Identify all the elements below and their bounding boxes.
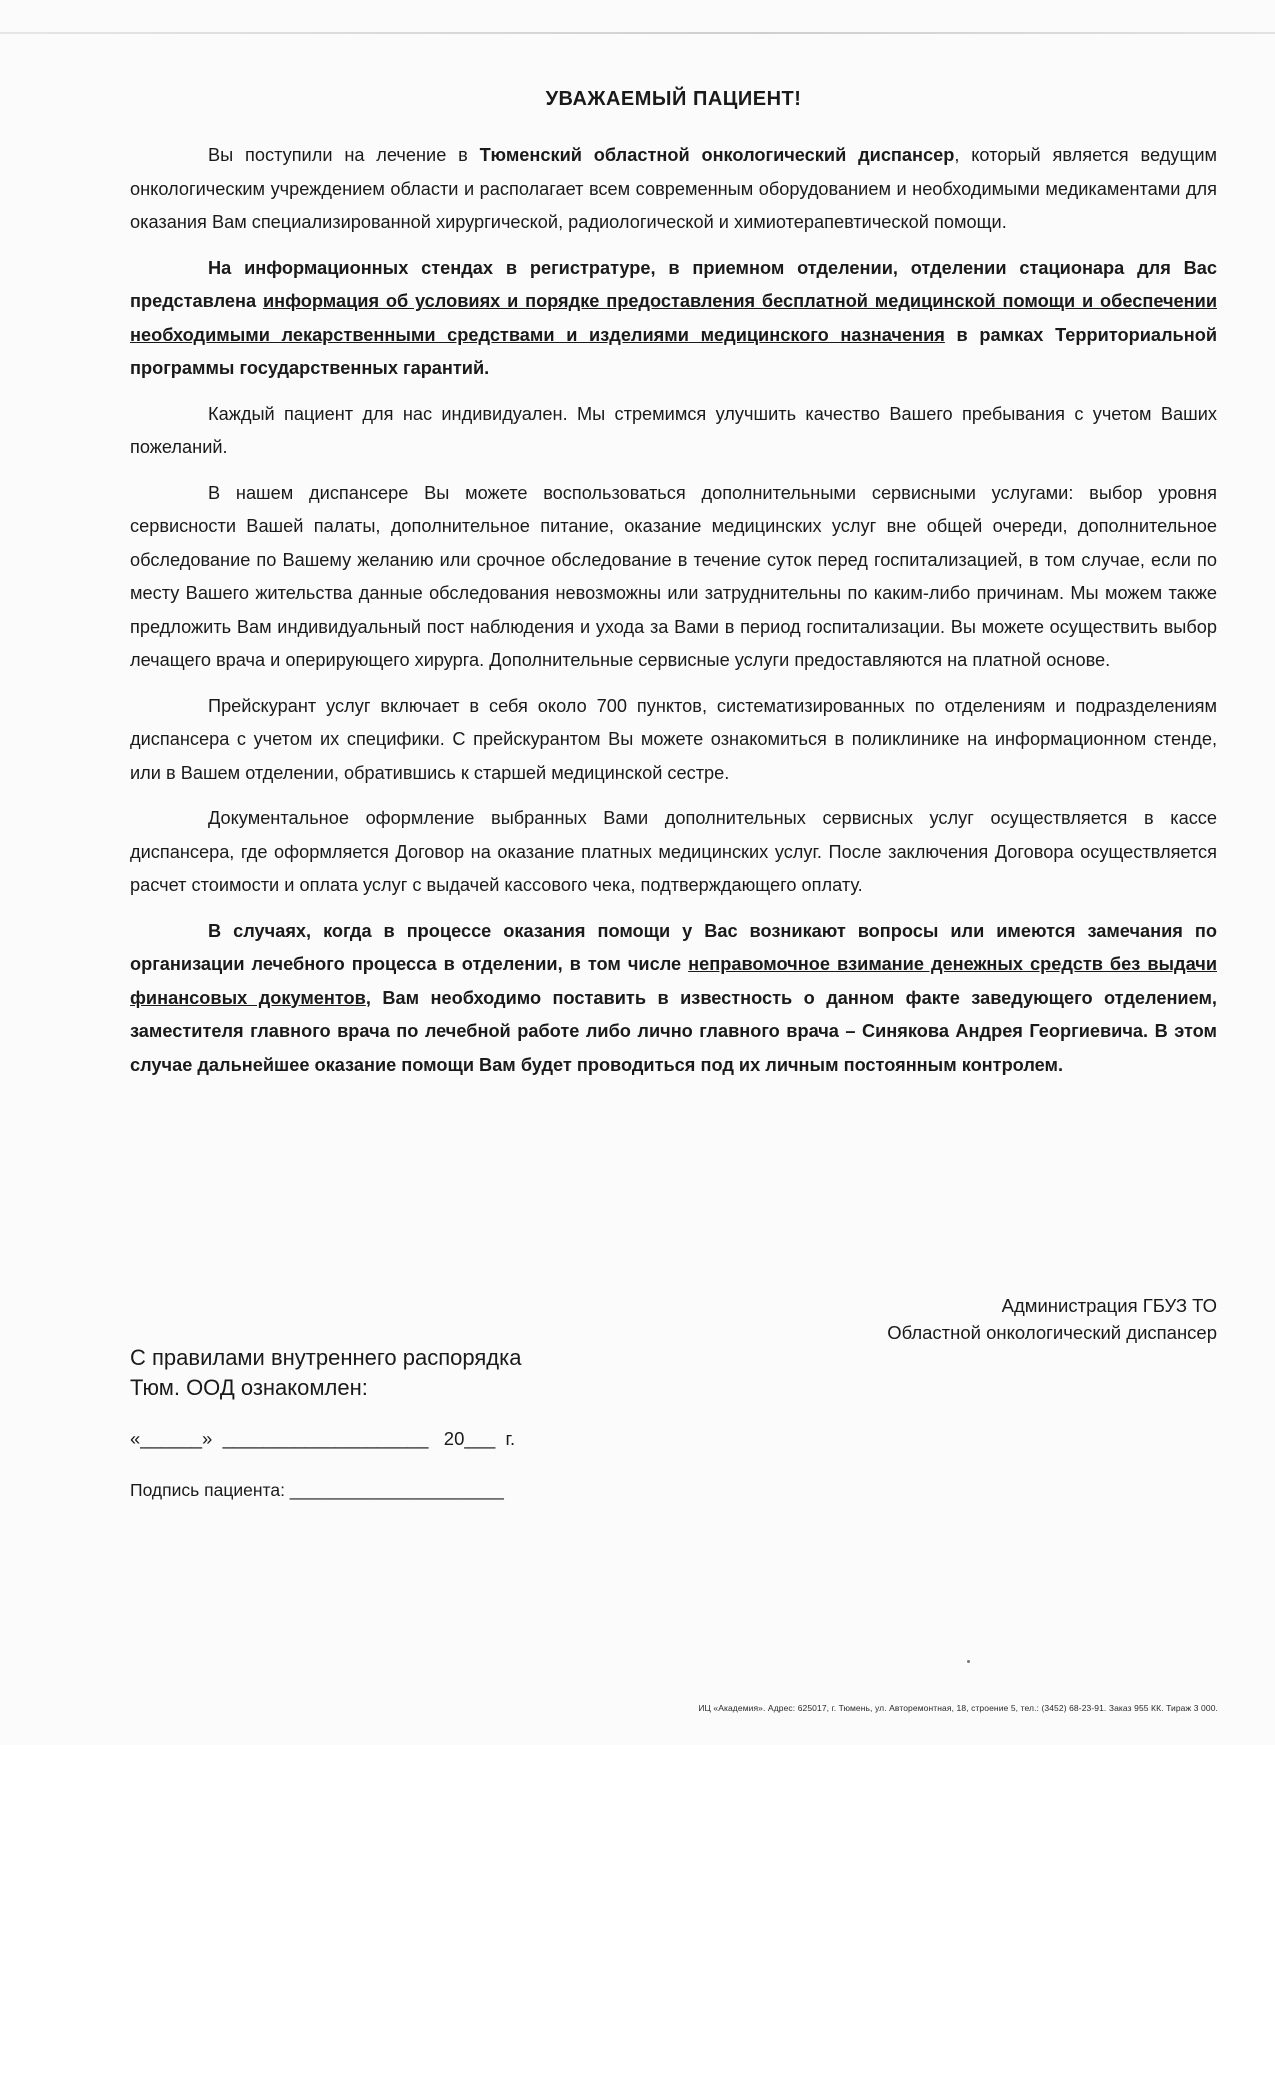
rules-line-1: С правилами внутреннего распорядка [130, 1345, 522, 1370]
rules-line-2: Тюм. ООД ознакомлен: [130, 1375, 368, 1400]
paragraph-complaints: В случаях, когда в процессе оказания помощи у Вас возникают вопросы или имеются замечания по организации лечебного процесса в отделении, в том числе неправомочное взимание денежных средств без выдачи финансовых документов, Вам необходимо поставить в известность о данном факте заведующего отделением, заместителя главного врача по лечебной работе либо лично главного врача – Синякова Андрея Георгиевича. В этом случае дальнейшее оказание помощи Вам будет проводиться под их личным постоянным контролем. [130, 920, 1217, 1075]
patient-signature-field: Подпись пациента: ______________________ [130, 1480, 504, 1500]
administration-line-1: Администрация ГБУЗ ТО [1001, 1295, 1217, 1316]
underlined-free-care-info: информация об условиях и порядке предоставления бесплатной медицинской помощи и обеспечении необходимыми лекарственными средствами и изделиями медицинского назначения [130, 291, 1217, 345]
rules-acknowledgement [130, 1343, 521, 1403]
paragraph-information-stands: На информационных стендах в регистратуре, в приемном отделении, отделении стационара для Вас представлена информация об условиях и порядке предоставления бесплатной медицинской помощи и обеспечении необходимыми лекарственными средствами и изделиями медицинского назначения в рамках Территориальной программы государственных гарантий. [130, 257, 1217, 378]
paragraph-additional-services: В нашем диспансере Вы можете воспользоваться дополнительными сервисными услугами: выбор уровня сервисности Вашей палаты, дополнительное питание, оказание медицинских услуг вне общей очереди, дополнительное обследование по Вашему желанию или срочное обследование в течение суток перед госпитализацией, в том случае, если по месту Вашего жительства данные обследования невозможны или затруднительны по каким-либо причинам. Мы можем также предложить Вам индивидуальный пост наблюдения и ухода за Вами в период госпитализации. Вы можете осуществить выбор лечащего врача и оперирующего хирурга. Дополнительные сервисные услуги предоставляются на платной основе. [130, 482, 1217, 670]
administration-line-2: Областной онкологический диспансер [887, 1322, 1217, 1343]
date-field: «______» ____________________ 20___ г. [130, 1428, 516, 1449]
scan-top-edge [0, 32, 1275, 34]
institution-name: Тюменский областной онкологический диспансер [479, 145, 955, 165]
paragraph-payment-documentation: Документальное оформление выбранных Вами дополнительных сервисных услуг осуществляется в кассе диспансера, где оформляется Договор на оказание платных медицинских услуг. После заключения Договора осуществляется расчет стоимости и оплата услуг с выдачей кассового чека, подтверждающего оплату. [130, 808, 1217, 895]
administration-signature-block [887, 1292, 1217, 1346]
paragraph-intro: Вы поступили на лечение в Тюменский областной онкологический диспансер, который является ведущим онкологическим учреждением области и располагает всем современным оборудованием и необходимыми медикаментами для оказания Вам специализированной хирургической, радиологической и химиотерапевтической помощи. [130, 145, 1217, 232]
paragraph-price-list: Прейскурант услуг включает в себя около 700 пунктов, систематизированных по отделениям и подразделениям диспансера с учетом их специфики. С прейскурантом Вы можете ознакомиться в поликлинике на информационном стенде, или в Вашем отделении, обратившись к старшей медицинской сестре. [130, 695, 1217, 783]
page-title: УВАЖАЕМЫЙ ПАЦИЕНТ! [545, 88, 802, 110]
scan-speck [967, 1660, 970, 1663]
paragraph-individual-approach: Каждый пациент для нас индивидуален. Мы стремимся улучшить качество Вашего пребывания с учетом Ваших пожеланий. [130, 403, 1217, 457]
printer-imprint: ИЦ «Академия». Адрес: 625017, г. Тюмень, ул. Авторемонтная, 18, строение 5, тел.: (3452) 68-23-91. Заказ 955 КК. Тираж 3 000. [698, 1703, 1218, 1713]
underlined-illegal-charges: неправомочное взимание денежных средств без выдачи финансовых документов [130, 954, 1217, 1008]
document-body [130, 80, 1217, 1094]
